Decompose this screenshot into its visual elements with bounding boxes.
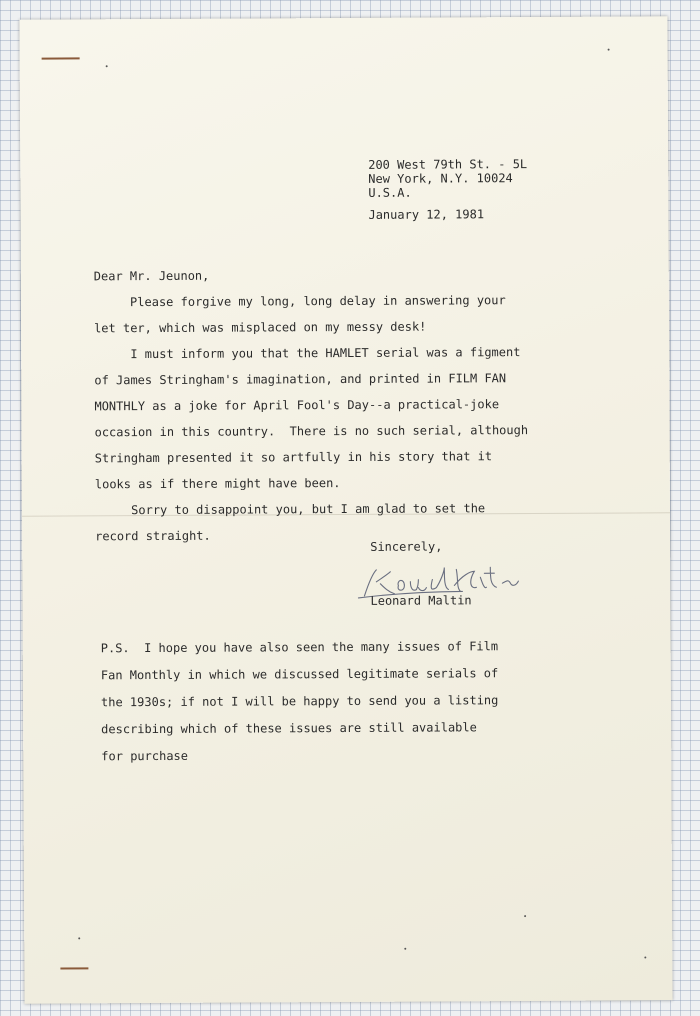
body-line: of James Stringham's imagination, and printed in FILM FAN [94, 371, 507, 388]
body-line: MONTHLY as a joke for April Fool's Day--a practical-joke [94, 397, 500, 414]
postscript-line: P.S. I hope you have also seen the many issues of Film [100, 639, 499, 656]
postscript-line: the 1930s; if not I will be happy to send you a listing [100, 693, 499, 710]
postscript-line: Fan Monthly in which we discussed legitimate serials of [100, 666, 499, 683]
postscript [101, 633, 592, 771]
paper-speck [644, 956, 646, 958]
body-line: I must inform you that the HAMLET serial was a figment [94, 345, 521, 362]
address-line: 200 West 79th St. - 5L [368, 157, 528, 172]
paper-speck [78, 937, 80, 939]
closing: Sincerely, [370, 539, 443, 554]
body-line: Stringham presented it so artfully in his story that it [94, 449, 493, 466]
body-line: Please forgive my long, long delay in answering your [93, 293, 506, 310]
paper-speck [404, 948, 406, 950]
body-line: occasion in this country. There is no such serial, although [94, 423, 529, 440]
body-line: record straight. [95, 528, 211, 544]
address-line: U.S.A. [368, 185, 412, 200]
sender-address [368, 157, 527, 200]
postscript-line: describing which of these issues are still available [101, 720, 477, 737]
paper-speck [608, 49, 610, 51]
letter-page [19, 16, 672, 1003]
address-line: New York, N.Y. 10024 [368, 171, 513, 186]
salutation: Dear Mr. Jeunon, [93, 268, 210, 284]
postscript-line: for purchase [101, 748, 189, 764]
body-line: let ter, which was misplaced on my messy desk! [94, 319, 427, 336]
body-line: looks as if there might have been. [94, 476, 341, 492]
letter-date: January 12, 1981 [368, 207, 485, 222]
ink-mark [42, 57, 80, 59]
body-line: Sorry to disappoint you, but I am glad to set the [94, 501, 486, 518]
signer-name: Leonard Maltin [370, 593, 472, 608]
ink-mark [60, 967, 88, 969]
paper-speck [106, 65, 108, 67]
letter-body [94, 261, 585, 550]
paper-speck [524, 915, 526, 917]
